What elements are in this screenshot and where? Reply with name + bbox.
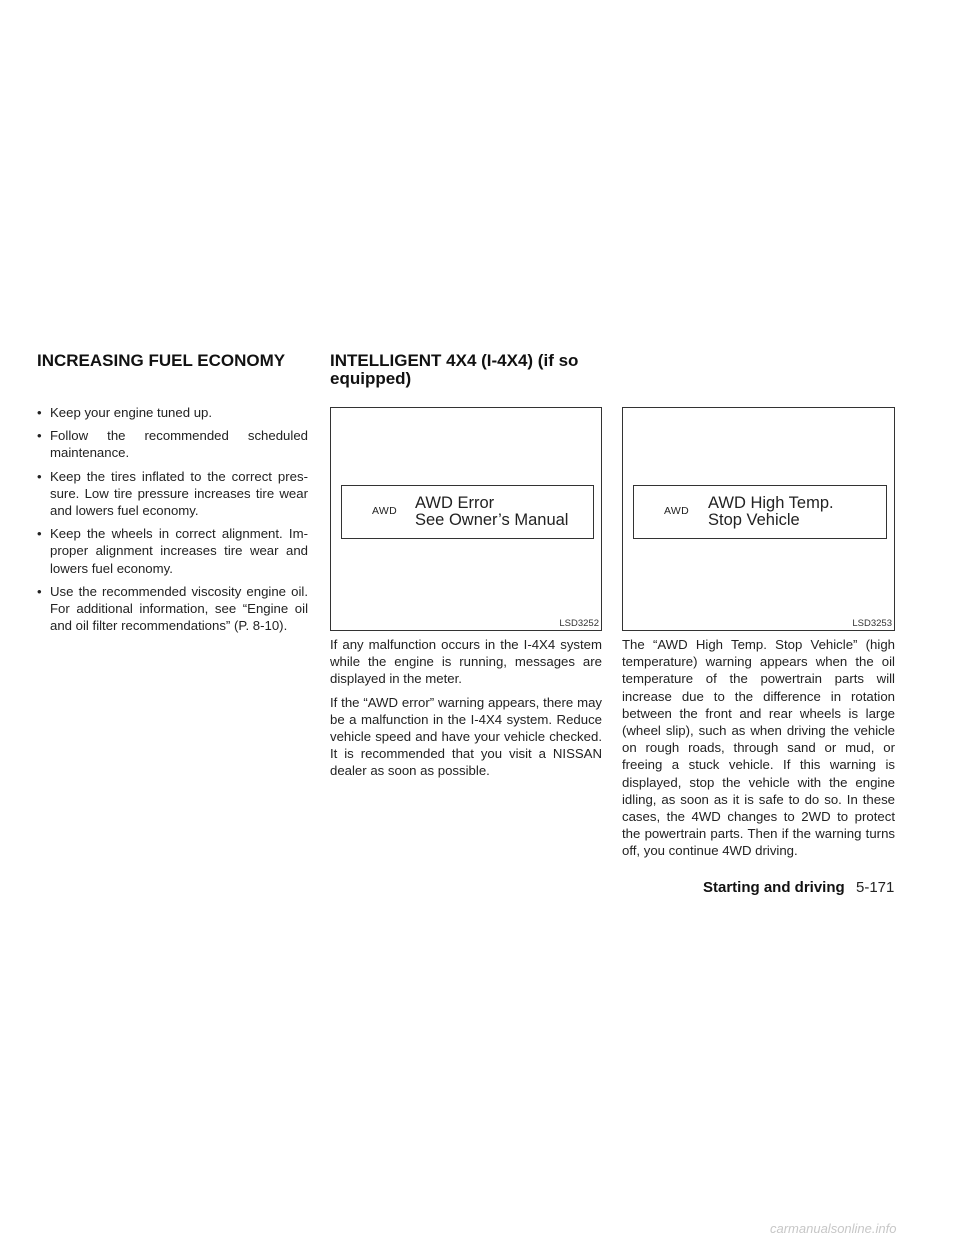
message-line-1: AWD High Temp. — [708, 494, 834, 512]
awd-indicator-icon: AWD — [664, 505, 690, 517]
list-item: • Use the recommended viscosity engine oil. For additional information, see “Engine oil and oil filter recommendations” (P. 8-10). — [37, 583, 308, 634]
meter-message-box — [633, 485, 887, 539]
list-item: • Follow the recommended scheduled maintenance. — [37, 428, 308, 461]
watermark: carmanualsonline.info — [770, 1221, 897, 1236]
message-line-1: AWD Error — [415, 494, 495, 512]
list-item: • Keep your engine tuned up. — [37, 405, 213, 420]
footer-page-number: 5-171 — [856, 879, 895, 896]
figure-code: LSD3252 — [559, 618, 599, 629]
heading-intelligent-4x4 — [330, 352, 610, 388]
figure-awd-error — [330, 407, 602, 631]
awd-indicator-icon: AWD — [372, 505, 398, 517]
i4x4-middle-column — [330, 636, 602, 786]
heading-line-2: equipped) — [330, 369, 412, 388]
list-item: • Keep the wheels in correct alignment. Improper alignment increases tire wear and lowers fuel economy. — [37, 526, 308, 576]
meter-message-box — [341, 485, 594, 539]
fuel-economy-column — [37, 404, 308, 640]
paragraph: If the “AWD error” warning appears, there may be a malfunction in the I-4X4 system. Reduce vehicle speed and have your vehicle checked. It is recommended that you visit a NISSAN dealer as soon as possible. — [330, 694, 602, 779]
fuel-economy-list — [37, 404, 308, 634]
figure-awd-high-temp — [622, 407, 895, 631]
heading-increasing-fuel-economy: INCREASING FUEL ECONOMY — [37, 351, 286, 370]
paragraph: The “AWD High Temp. Stop Vehicle” (high temperature) warning appears when the oil temperature of the powertrain parts will increase due to the difference in rotation between the front and rear wheels is large (wheel slip), such as when driving the vehicle on rough roads, through sand or mud, or freeing a stuck vehicle. If this warning is displayed, stop the vehicle with the engine idling, as soon as it is safe to do so. In these cases, the 4WD changes to 2WD to protect the powertrain parts. Then if the warning turns off, you continue 4WD driving. — [622, 637, 895, 859]
heading-line-1: INTELLIGENT 4X4 (I-4X4) (if so — [330, 351, 579, 370]
message-line-2: Stop Vehicle — [708, 511, 800, 529]
message-line-2: See Owner’s Manual — [415, 511, 569, 529]
paragraph: If any malfunction occurs in the I-4X4 system while the engine is running, messages are displayed in the meter. — [330, 637, 602, 687]
figure-code: LSD3253 — [852, 618, 892, 629]
footer-section-title: Starting and driving — [703, 879, 845, 896]
list-item: • Keep the tires inflated to the correct pressure. Low tire pressure increases tire wear and lowers fuel economy. — [37, 468, 308, 519]
i4x4-right-column — [622, 636, 895, 866]
